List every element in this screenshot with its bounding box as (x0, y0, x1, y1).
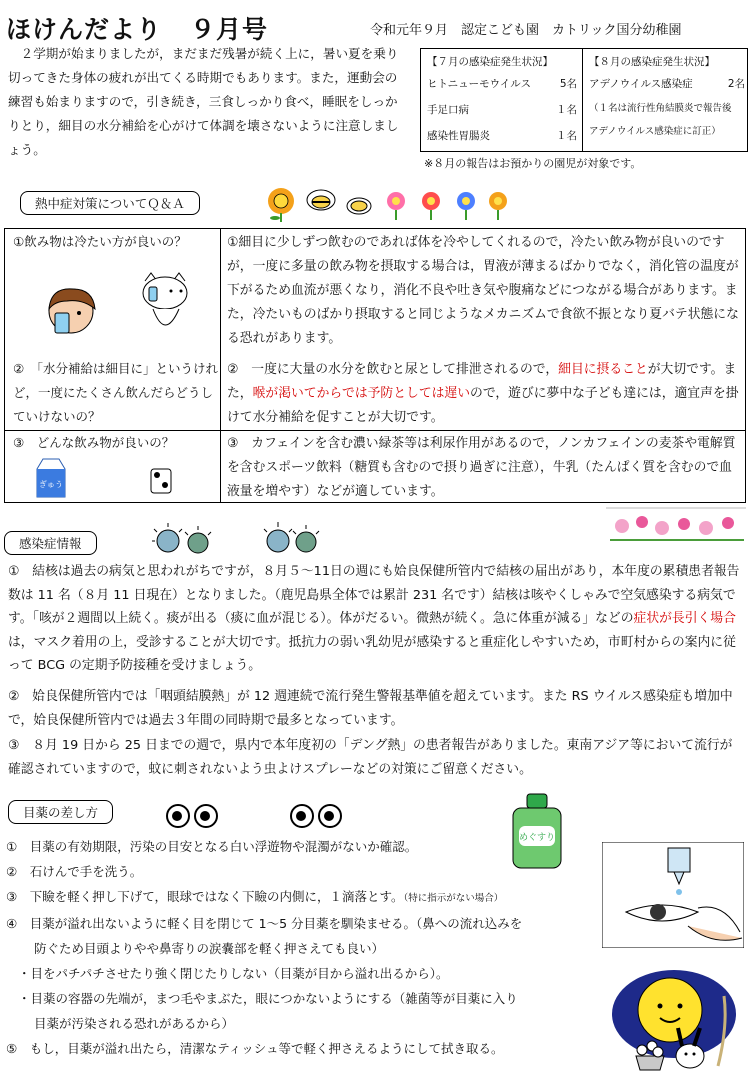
answer-1: ①細目に少しずつ飲むのであれば体を冷やしてくれるので，冷たい飲み物が良いのですが，一度に多量の飲み物を摂取する場合は，胃液が薄まるばかりでなく，消化管の温度が下がるため血流が悪くなり，消化不良や吐き気や腹痛などにつながる場合があります。また，冷たいものばかり摂取すると同じようなメカニズムで食欲不振となり夏バテ状態になる恐れがあります。 (227, 235, 739, 346)
august-report-note: （１名は流行性角結膜炎で報告後 (589, 103, 732, 114)
infection-report-box (420, 48, 748, 152)
answer-3: ③ カフェインを含む濃い緑茶等は利尿作用があるので，ノンカフェインの麦茶や電解質を含むスポーツ飲料（糖質も含むので摂り過ぎに注意），牛乳（たんぱく質を含むので血液量を増やす）などが適しています。 (227, 436, 736, 499)
step-1: ① 目薬の有効期限，汚染の目安となる白い浮遊物や混濁がないか確認。 (6, 839, 418, 854)
august-report-note: アデノウイルス感染症に訂正） (589, 126, 721, 137)
cat-drinking-icon (135, 271, 195, 343)
germ-icon (264, 522, 292, 552)
eyes-decoration (166, 804, 222, 832)
bottle-label: めぐすり (518, 833, 556, 843)
step-3 (6, 884, 596, 911)
issue-month: ９月号 (190, 15, 269, 44)
germ-decoration (152, 523, 218, 555)
flower-icon (489, 192, 507, 220)
table-divider (5, 430, 745, 431)
report-footnote: ※８月の報告はお預かりの園児が対象です。 (424, 157, 642, 170)
step-text: ③ 下瞼を軽く押し下げて，眼球ではなく下瞼の内側に，１滴落とす。 (6, 889, 404, 904)
cow-drink-icon (149, 465, 173, 495)
intro-paragraph: ２学期が始まりましたが，まだまだ残暑が続く上に，暑い夏を乗り切ってきた身体の疲れが出てくる時期でもあります。また，運動会の練習も始まりますので，引き続き，三食しっかり食べ，睡眠をしっかりとり，細目の水分補給を心がけて体調を壊さないように注意しましょう。 (8, 46, 399, 157)
eyes-decoration (290, 804, 346, 832)
july-report-row (427, 71, 577, 97)
august-report (589, 53, 745, 143)
case-count: 2名 (727, 78, 745, 90)
infection-item-3: ③ ８月 19 日から 25 日までの週で，県内で本年度初の「デング熱」の患者報告がありました。東南アジア等において流行が確認されていますので，蚊に刺されないよう虫よけスプレーなどの対策にご留意ください。 (8, 738, 733, 777)
answer-2-text: ② 一度に大量の水分を飲むと尿として排泄されるので， (227, 362, 559, 377)
answer-2-text: ので，遊びに夢中な子ども達には，適宜声を掛けて水分補給を促すことが大切です。 (227, 386, 739, 425)
step-2: ② 石けんで手を洗う。 (6, 864, 143, 879)
flower-icon (457, 192, 475, 220)
germ-icon (293, 525, 319, 552)
august-report-heading: 【８月の感染症発生状況】 (589, 56, 715, 68)
germ-decoration (262, 521, 326, 555)
eye-icon (318, 804, 342, 828)
infection-item-1 (8, 560, 744, 678)
july-report-row (427, 97, 577, 123)
july-report-row (427, 123, 577, 149)
disease-name: アデノウイルス感染症 (589, 78, 693, 90)
august-report-row (589, 71, 745, 97)
flower-decoration (266, 184, 510, 224)
disease-name: ヒトニューモウイルス (427, 78, 531, 90)
border-line (606, 507, 746, 509)
header-meta: 令和元年９月 認定こども園 カトリック国分幼稚園 (370, 23, 682, 38)
germ-icon (152, 523, 182, 552)
disease-name: 手足口病 (427, 104, 469, 116)
bee-icon (347, 198, 371, 214)
step-4-cont: 防ぐため目頭よりやや鼻寄りの涙嚢部を軽く押さえても良い） (34, 941, 385, 956)
caution-1: ・目をパチパチさせたり強く閉じたりしない（目薬が目から溢れ出るから）。 (18, 966, 449, 981)
table-divider (220, 229, 221, 502)
july-report-heading: 【７月の感染症発生状況】 (427, 56, 553, 68)
report-box-divider (582, 49, 583, 151)
emphasis-text: 細目に摂ること (558, 362, 648, 377)
step-4: ④ 目薬が溢れ出ないように軽く目を閉じて 1～5 分目薬を馴染ませる。（鼻への流れ込みを (6, 916, 523, 931)
eye-icon (290, 804, 314, 828)
germ-icon (185, 526, 211, 553)
milk-label: ぎゅう (39, 480, 63, 489)
answer-2 (227, 358, 742, 430)
page-title (6, 10, 268, 46)
flower-icon (610, 516, 744, 540)
step-note: （特に指示がない場合） (403, 893, 504, 904)
eye-icon (166, 804, 190, 828)
question-3: ③ どんな飲み物が良いの？ (13, 435, 175, 450)
infection-text: ① 結核は過去の病気と思われがちですが，８月５～11日の週にも姶良保健所管内で結核の届出があり，本年度の累積患者報告数は 11 名（８月 11 日現在）となりました。（鹿児島県全体では累計 231 名です）結核は咳やくしゃみで空気感染する病気です。「咳が２週間以上続く。痰が出る（痰に血が混じる）。体がだるい。微熱が続く。急に体重が減る」などの (8, 564, 740, 626)
july-report (427, 53, 577, 149)
eyedrops-section-label: 目薬の差し方 (8, 800, 113, 824)
child-drinking-icon (43, 281, 103, 339)
flower-icon (422, 192, 440, 220)
cosmos-flower-decoration (610, 512, 744, 544)
emphasis-text: 症状が長引く場合 (633, 611, 736, 626)
moon-rabbit-illustration (608, 966, 746, 1074)
infection-section-label: 感染症情報 (4, 531, 97, 555)
infection-text: は，マスク着用の上，受診することが大切です。抵抗力の弱い乳幼児が感染すると重症化しやすいため，市町村からの案内に従って BCG の定期予防接種を受けましょう。 (8, 634, 736, 673)
qa-section-label: 熱中症対策についてＱ＆Ａ (20, 191, 200, 215)
case-count: １名 (556, 104, 577, 116)
qa-table (4, 228, 746, 503)
question-1: ①飲み物は冷たい方が良いの？ (13, 234, 187, 249)
eyedrop-illustration (602, 842, 744, 948)
flower-icon (268, 188, 294, 222)
milk-carton-icon (33, 457, 69, 499)
caution-2-cont: 目薬が汚染される恐れがあるから） (34, 1016, 235, 1031)
eyedrops-steps (6, 834, 596, 1061)
case-count: １名 (556, 130, 577, 142)
answer-2-text: が大切です。また， (227, 362, 737, 401)
bee-icon (307, 190, 335, 210)
caution-2: ・目薬の容器の先端が，まつ毛やまぶた，眼につかないようにする（雑菌等が目薬に入り (18, 991, 518, 1006)
emphasis-text: 喉が渇いてからでは予防としては遅い (252, 386, 471, 401)
flower-icon (387, 192, 405, 220)
step-5: ⑤ もし，目薬が溢れ出たら，清潔なティッシュ等で軽く押さえるようにして拭き取る。 (6, 1041, 504, 1056)
infection-item-2: ② 姶良保健所管内では「咽頭結膜熱」が 12 週連続で流行発生警報基準値を超えています。また RS ウイルス感染症も増加中で，姶良保健所管内では過去３年間の同時期で最多となっています。 (8, 689, 733, 728)
question-2: ② 「水分補給は細目に」というけれど，一度にたくさん飲んだらどうしていけないの？ (13, 361, 218, 424)
disease-name: 感染性胃腸炎 (427, 130, 490, 142)
eye-icon (194, 804, 218, 828)
newsletter-title: ほけんだより (6, 15, 163, 44)
case-count: 5名 (559, 78, 577, 90)
